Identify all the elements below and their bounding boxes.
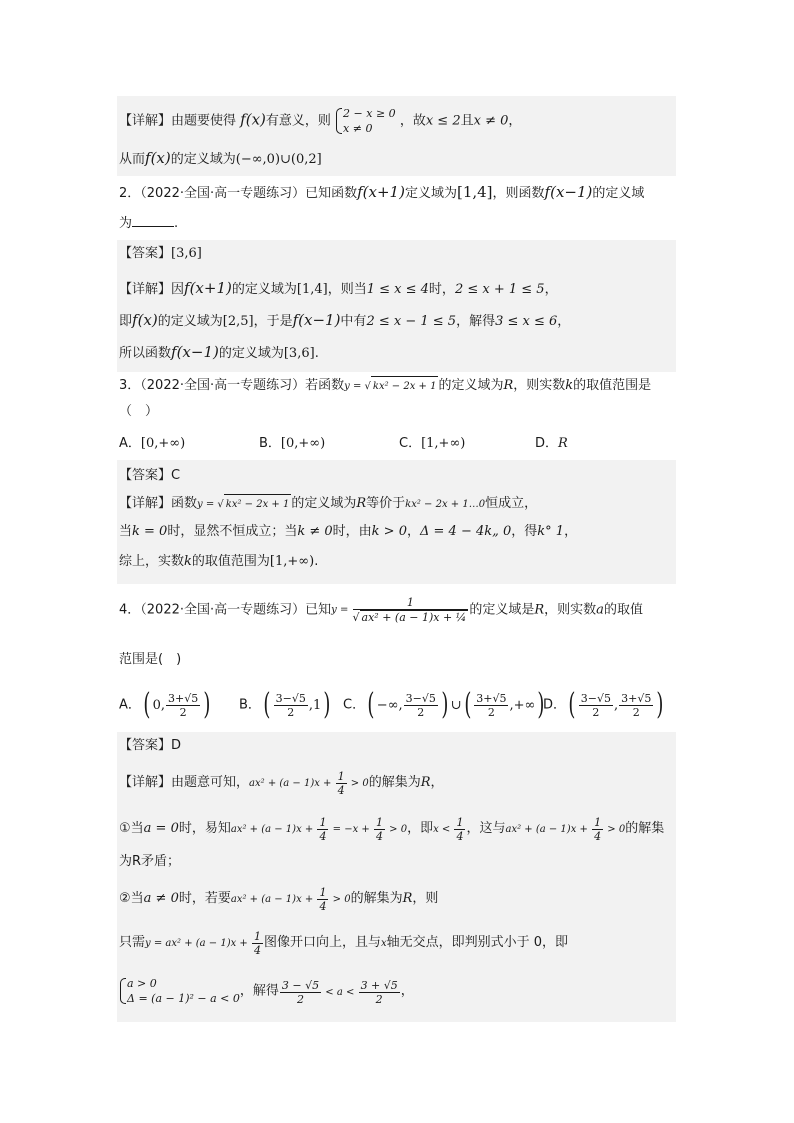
math: R — [356, 496, 367, 511]
cond-2: Δ = (a − 1)² − a < 0 — [127, 992, 240, 1005]
math: k > 0 — [371, 524, 407, 539]
text: ，于是 — [253, 314, 293, 329]
q4-detail-line-2 — [119, 816, 664, 843]
math: 2 ≤ x − 1 ≤ 5 — [366, 314, 457, 329]
text: 为 — [119, 216, 133, 231]
text: 等价于 — [366, 496, 406, 511]
option-label: A． — [119, 697, 141, 713]
text: ，即 — [407, 821, 434, 836]
text: 的定义域为 — [438, 378, 504, 393]
option-value: ( $\frac{3-√5}{2}$ ,1) — [263, 687, 331, 722]
math: 2 ≤ x + 1 ≤ 5 — [454, 282, 545, 297]
text: 所以函数 — [119, 346, 172, 361]
math: x ≤ 2 — [425, 113, 461, 129]
option-label: A． — [119, 436, 141, 451]
text: 的取值范围为 — [191, 554, 270, 569]
math-function: y = √ kx² − 2x + 1 — [344, 381, 438, 392]
option-value: [1,+∞) — [421, 436, 466, 451]
math: k° 1 — [537, 524, 565, 539]
text: ，则实数 — [513, 378, 566, 393]
math-fx: f(x) — [240, 110, 266, 129]
answer-tag: 【答案】 — [119, 468, 172, 483]
text: ， — [400, 983, 414, 999]
math-fx1: f(x+1) — [184, 279, 232, 297]
math-expression: x < $\frac{1}{4}$ — [433, 816, 464, 843]
math: k — [565, 378, 574, 393]
math: Δ = 4 − 4k„ 0 — [420, 524, 512, 539]
q4-detail-line-3 — [119, 852, 180, 872]
answer-value: [3,6] — [171, 246, 202, 261]
text: 的取值 — [603, 602, 643, 618]
text: 的定义域为 — [291, 496, 357, 511]
math-solution: $\frac{3 - √5}{2}$ < a < $\frac{3 + √5}{2}$ — [281, 978, 398, 1006]
text: . — [314, 554, 319, 569]
answer-blank — [132, 212, 174, 227]
option-label: B． — [239, 697, 261, 713]
math: [1,4] — [456, 183, 493, 201]
math-fx: f(x) — [132, 311, 158, 329]
cond-1: a > 0 — [127, 977, 157, 990]
q3-detail-line-3 — [119, 552, 318, 572]
q4-option-a — [119, 687, 213, 722]
option-label: C． — [399, 436, 422, 451]
math-expression: ax² + (a − 1)x + $\frac{1}{4}$ = −x + $\frac{1}{4}$ > 0 — [230, 816, 408, 843]
math-fx-1: f(x−1) — [544, 183, 593, 201]
math: [1,4] — [296, 282, 328, 297]
text: 定义域为 — [404, 186, 457, 201]
text: ，得 — [511, 524, 538, 539]
text: 的定义域为 — [170, 152, 236, 167]
text: 时，易知 — [178, 821, 231, 836]
option-label: D． — [543, 697, 567, 713]
math: a = 0 — [143, 821, 179, 836]
q4-detail-line-4 — [119, 886, 438, 913]
text: . — [314, 346, 319, 361]
math: R — [534, 602, 545, 618]
q3-stem-line-1 — [119, 376, 651, 397]
math: a — [596, 602, 604, 618]
math: 3 ≤ x ≤ 6 — [495, 314, 558, 329]
math: x ≠ 0 — [473, 113, 509, 129]
text: 有意义，则 — [265, 113, 331, 129]
text: 为R矛盾； — [119, 854, 181, 869]
detail-tag: 【详解】 — [119, 496, 172, 511]
option-value: R — [558, 436, 568, 451]
text: 从而 — [119, 152, 146, 167]
answer-tag: 【答案】 — [119, 738, 172, 753]
math-function: y = √ kx² − 2x + 1 — [197, 499, 291, 510]
text: 的定义域是 — [469, 602, 535, 618]
text: 当 — [119, 524, 133, 539]
math: x — [381, 938, 387, 949]
text: 图像开口向上，且与 — [264, 935, 382, 950]
condition-system — [119, 976, 240, 1006]
text: ，解得 — [239, 983, 279, 999]
text: 的定义域 — [592, 186, 645, 201]
q4-option-b — [239, 687, 333, 722]
q3-option-c — [399, 434, 465, 454]
math: [3,6] — [283, 346, 315, 361]
text: 时，若要 — [178, 891, 231, 906]
math: R — [402, 891, 413, 906]
option-label: B． — [259, 436, 281, 451]
q2-stem-line-1 — [119, 182, 644, 204]
text: ， — [557, 314, 571, 329]
math: [2,5] — [222, 314, 254, 329]
math-expression: ax² + (a − 1)x + $\frac{1}{4}$ > 0 — [505, 816, 626, 843]
text: 由题意可知， — [171, 775, 250, 790]
text: ， — [430, 775, 444, 790]
option-label: D． — [535, 436, 559, 451]
math: kx² − 2x + 1…0 — [405, 499, 486, 510]
q3-option-b — [259, 434, 325, 454]
text: 的取值范围是 — [573, 378, 652, 393]
q1-detail-line-2 — [119, 148, 322, 170]
math: k = 0 — [132, 524, 168, 539]
q2-detail-line-2 — [119, 310, 570, 332]
text: ，则 — [412, 891, 439, 906]
q2-stem-line-2 — [119, 212, 178, 234]
q3-option-a — [119, 434, 185, 454]
text: 中有 — [340, 314, 367, 329]
text: 只需 — [119, 935, 146, 950]
text: ，则函数 — [492, 186, 545, 201]
q4-stem-line-2 — [119, 650, 181, 670]
q3-detail-line-2 — [119, 522, 577, 542]
option-value: ( 0, $\frac{3+√5}{2}$ ) — [143, 687, 211, 722]
option-value: [0,+∞) — [140, 436, 186, 451]
text: 的解集为 — [350, 891, 403, 906]
text: 由题要使得 — [171, 113, 237, 129]
text: 综上，实数 — [119, 554, 185, 569]
cond-2: x ≠ 0 — [343, 122, 373, 135]
q3-detail-line-1 — [119, 494, 537, 515]
math: k ≠ 0 — [297, 524, 333, 539]
math: R — [420, 775, 431, 790]
q1-detail-line-1 — [119, 106, 521, 136]
option-value: [0,+∞) — [280, 436, 326, 451]
text: 轴无交点，即判别式小于 0，即 — [386, 935, 569, 950]
math-fx-1: f(x−1) — [171, 343, 219, 361]
text: （ ） — [119, 404, 159, 419]
text: 的解集 — [625, 821, 665, 836]
text: . — [174, 216, 179, 231]
q3-stem-line-2 — [119, 402, 158, 422]
detail-tag: 【详解】 — [119, 113, 172, 129]
answer-tag: 【答案】 — [119, 246, 172, 261]
text: 的定义域为 — [218, 346, 284, 361]
text: ， — [564, 524, 578, 539]
text: 的解集为 — [368, 775, 421, 790]
q3-answer — [119, 466, 180, 486]
q4-detail-line-1 — [119, 770, 444, 797]
math: (−∞,0)∪(0,2] — [235, 152, 322, 167]
math-function: y = $\frac{1}{\text{√ ax² + (a − 1)x + ¼}}$ — [331, 596, 467, 624]
text: 恒成立， — [485, 496, 538, 511]
text: ，则当 — [327, 282, 367, 297]
text: 范围是( ) — [119, 652, 182, 667]
text: ，故 — [399, 113, 426, 129]
text: 3．（2022·全国·高一专题练习）若函数 — [119, 378, 345, 393]
math: [1,+∞) — [269, 554, 315, 569]
cond-1: 2 − x ≥ 0 — [343, 107, 396, 120]
q4-answer — [119, 736, 181, 756]
text: 时， — [428, 282, 455, 297]
detail-tag: 【详解】 — [119, 282, 172, 297]
text: 即 — [119, 314, 133, 329]
text: 时，显然不恒成立；当 — [167, 524, 298, 539]
q4-option-c — [343, 687, 547, 722]
q2-answer — [119, 244, 202, 264]
text: 的定义域为 — [231, 282, 297, 297]
text: 4．（2022·全国·高一专题练习）已知 — [119, 602, 332, 618]
math-inequality: ax² + (a − 1)x + $\frac{1}{4}$ > 0 — [249, 770, 369, 797]
answer-value: D — [171, 738, 182, 753]
math-fx1: f(x+1) — [357, 183, 405, 201]
option-label: C． — [343, 697, 366, 713]
detail-tag: 【详解】 — [119, 775, 172, 790]
math: a ≠ 0 — [143, 891, 179, 906]
q2-detail-line-1 — [119, 278, 558, 300]
q4-detail-line-6 — [119, 976, 414, 1006]
text: 时，由 — [332, 524, 372, 539]
text: 函数 — [171, 496, 198, 511]
math-inequality: ax² + (a − 1)x + $\frac{1}{4}$ > 0 — [230, 886, 351, 913]
text: ，这与 — [466, 821, 506, 836]
option-value: ( $\frac{3-√5}{2}$ , $\frac{3+√5}{2}$ ) — [568, 687, 664, 722]
math: 1 ≤ x ≤ 4 — [366, 282, 429, 297]
q2-detail-line-3 — [119, 342, 319, 364]
text: ，则实数 — [544, 602, 597, 618]
math-fx-1: f(x−1) — [292, 311, 341, 329]
q4-stem-line-1 — [119, 596, 643, 624]
q4-option-d — [543, 687, 666, 722]
math-fx: f(x) — [145, 149, 171, 167]
text: ①当 — [119, 821, 144, 836]
text: 的定义域为 — [157, 314, 223, 329]
text: ②当 — [119, 891, 144, 906]
condition-system — [335, 106, 396, 136]
text: 且 — [460, 113, 474, 129]
math-function: y = ax² + (a − 1)x + $\frac{1}{4}$ — [145, 930, 261, 957]
option-value: ( −∞, $\frac{3-√5}{2}$ ) ∪( $\frac{3+√5}{2}$ ,+∞) — [367, 687, 545, 722]
text: ， — [544, 282, 558, 297]
math: R — [503, 378, 514, 393]
text: 因 — [171, 282, 185, 297]
text: ， — [406, 524, 420, 539]
q4-detail-line-5 — [119, 930, 568, 957]
text: 2．（2022·全国·高一专题练习）已知函数 — [119, 186, 358, 201]
answer-value: C — [171, 468, 181, 483]
math: k — [184, 554, 192, 569]
text: ， — [508, 113, 522, 129]
q3-option-d — [535, 434, 568, 454]
text: ，解得 — [456, 314, 496, 329]
